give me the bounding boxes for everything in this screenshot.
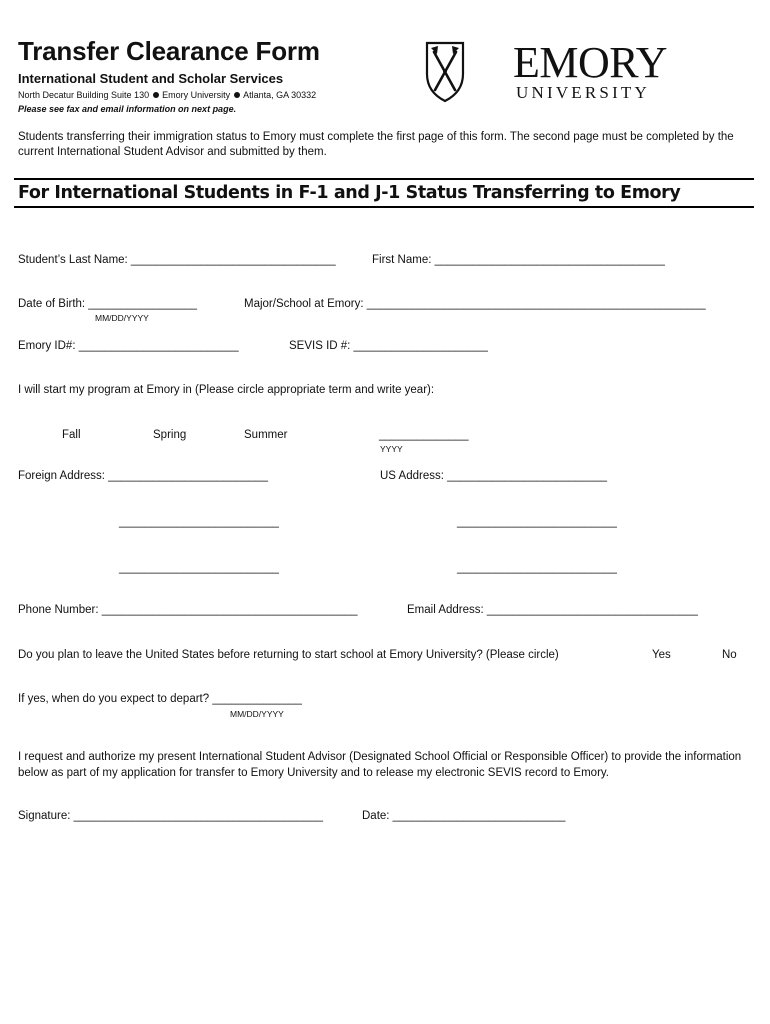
major-school-field[interactable]: Major/School at Emory: _____________________________________________________ [244, 298, 706, 310]
emory-shield-torch-icon [424, 40, 466, 104]
term-option-fall[interactable]: Fall [62, 429, 81, 441]
departure-format-hint: MM/DD/YYYY [230, 709, 284, 719]
term-year-field[interactable]: ______________ [379, 429, 469, 441]
address-part: Atlanta, GA 30332 [243, 90, 317, 100]
address-part: North Decatur Building Suite 130 [18, 90, 150, 100]
section-bottom-rule [14, 206, 754, 208]
last-name-field[interactable]: Student’s Last Name: ________________________________ [18, 254, 336, 266]
logo-wordmark: EMORY [513, 38, 667, 87]
fax-email-note: Please see fax and email information on next page. [18, 104, 237, 114]
term-prompt: I will start my program at Emory in (Please circle appropriate term and write year): [18, 384, 435, 396]
year-format-hint: YYYY [380, 444, 403, 454]
signature-date-field[interactable]: Date: ___________________________ [362, 810, 566, 822]
section-top-rule [14, 178, 754, 180]
foreign-address-field[interactable]: Foreign Address: _________________________ [18, 470, 269, 482]
address-part: Emory University [162, 90, 231, 100]
us-address-field[interactable]: US Address: _________________________ [380, 470, 608, 482]
office-address [18, 90, 316, 100]
signature-field[interactable]: Signature: _______________________________________ [18, 810, 324, 822]
answer-no[interactable]: No [722, 649, 737, 661]
date-of-birth-field[interactable]: Date of Birth: _________________ [18, 298, 198, 310]
leave-us-question: Do you plan to leave the United States before returning to start school at Emory University? (Please circle) [18, 649, 559, 661]
departure-date-field[interactable]: If yes, when do you expect to depart? ______________ [18, 693, 302, 705]
bullet-icon [234, 92, 240, 98]
email-address-field[interactable]: Email Address: _________________________________ [407, 604, 698, 616]
sevis-id-field[interactable]: SEVIS ID #: _____________________ [289, 340, 488, 352]
foreign-address-line[interactable]: _________________________ [119, 562, 279, 574]
dob-format-hint: MM/DD/YYYY [95, 313, 149, 323]
intro-paragraph: Students transferring their immigration status to Emory must complete the first page of this form. The second page must be completed by the current International Student Advisor and submitted by them. [18, 131, 734, 158]
office-name: International Student and Scholar Services [18, 71, 284, 86]
term-option-spring[interactable]: Spring [153, 429, 187, 441]
foreign-address-line[interactable]: _________________________ [119, 516, 279, 528]
us-address-line[interactable]: _________________________ [457, 562, 617, 574]
answer-yes[interactable]: Yes [652, 649, 671, 661]
term-option-summer[interactable]: Summer [244, 429, 288, 441]
emory-id-field[interactable]: Emory ID#: _________________________ [18, 340, 239, 352]
form-title: Transfer Clearance Form [18, 36, 320, 66]
first-name-field[interactable]: First Name: ____________________________________ [372, 254, 665, 266]
section-title: For International Students in F-1 and J-1 Status Transferring to Emory [18, 183, 681, 203]
authorization-statement: I request and authorize my present International Student Advisor (Designated School Official or Responsible Officer) to provide the information below as part of my application for transfer to Emory University and to release my electronic SEVIS record to Emory. [18, 751, 742, 779]
bullet-icon [153, 92, 159, 98]
phone-number-field[interactable]: Phone Number: ________________________________________ [18, 604, 358, 616]
logo-subtitle: UNIVERSITY [516, 83, 650, 102]
us-address-line[interactable]: _________________________ [457, 516, 617, 528]
